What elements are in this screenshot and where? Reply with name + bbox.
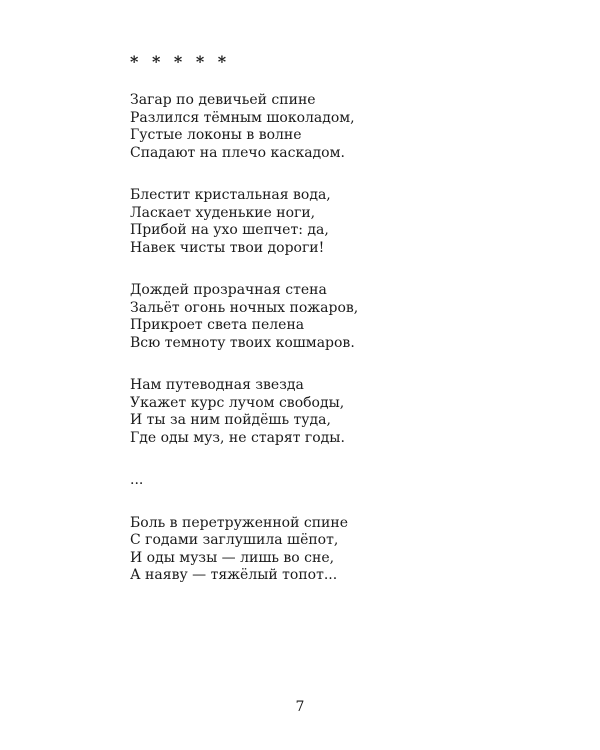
poem-line: Прикроет света пелена	[130, 317, 305, 333]
poem-line: Где оды муз, не старят годы.	[130, 429, 345, 446]
stanza-2	[130, 187, 550, 257]
poem-line: Густые локоны в волне	[130, 127, 302, 143]
poem-ellipsis: ...	[130, 472, 144, 488]
poem	[130, 50, 550, 610]
poem-line: Ласкает худенькие ноги,	[130, 204, 316, 221]
page-number: 7	[295, 699, 305, 715]
poem-line: Всю темноту твоих кошмаров.	[130, 334, 355, 351]
poem-line: Нам путеводная звезда	[130, 377, 304, 393]
poem-line: Разлился тёмным шоколадом,	[130, 109, 355, 126]
poem-line: С годами заглушила шёпот,	[130, 532, 339, 548]
stanza-final	[130, 515, 550, 585]
stanza-1	[130, 92, 550, 162]
poem-line: И ты за ним пойдёшь туда,	[130, 412, 331, 428]
stanza-3	[130, 282, 550, 352]
poem-line: Зальёт огонь ночных пожаров,	[130, 299, 359, 316]
poem-line: Прибой на ухо шепчет: да,	[130, 222, 329, 238]
poem-line: Укажет курс лучом свободы,	[130, 394, 345, 411]
poem-line: А наяву — тяжёлый топот...	[130, 567, 338, 583]
poem-line: Загар по девичьей спине	[130, 92, 316, 108]
stanza-4	[130, 377, 550, 447]
poem-line: И оды музы — лишь во сне,	[130, 549, 335, 566]
poem-line: Спадают на плечо каскадом.	[130, 144, 345, 161]
poem-line: Блестит кристальная вода,	[130, 187, 331, 203]
stanza-separator: * * * * *	[130, 52, 231, 71]
poem-line: Боль в перетруженной спине	[130, 514, 348, 531]
poem-line: Дождей прозрачная стена	[130, 282, 327, 298]
poem-line: Навек чисты твои дороги!	[130, 239, 325, 256]
